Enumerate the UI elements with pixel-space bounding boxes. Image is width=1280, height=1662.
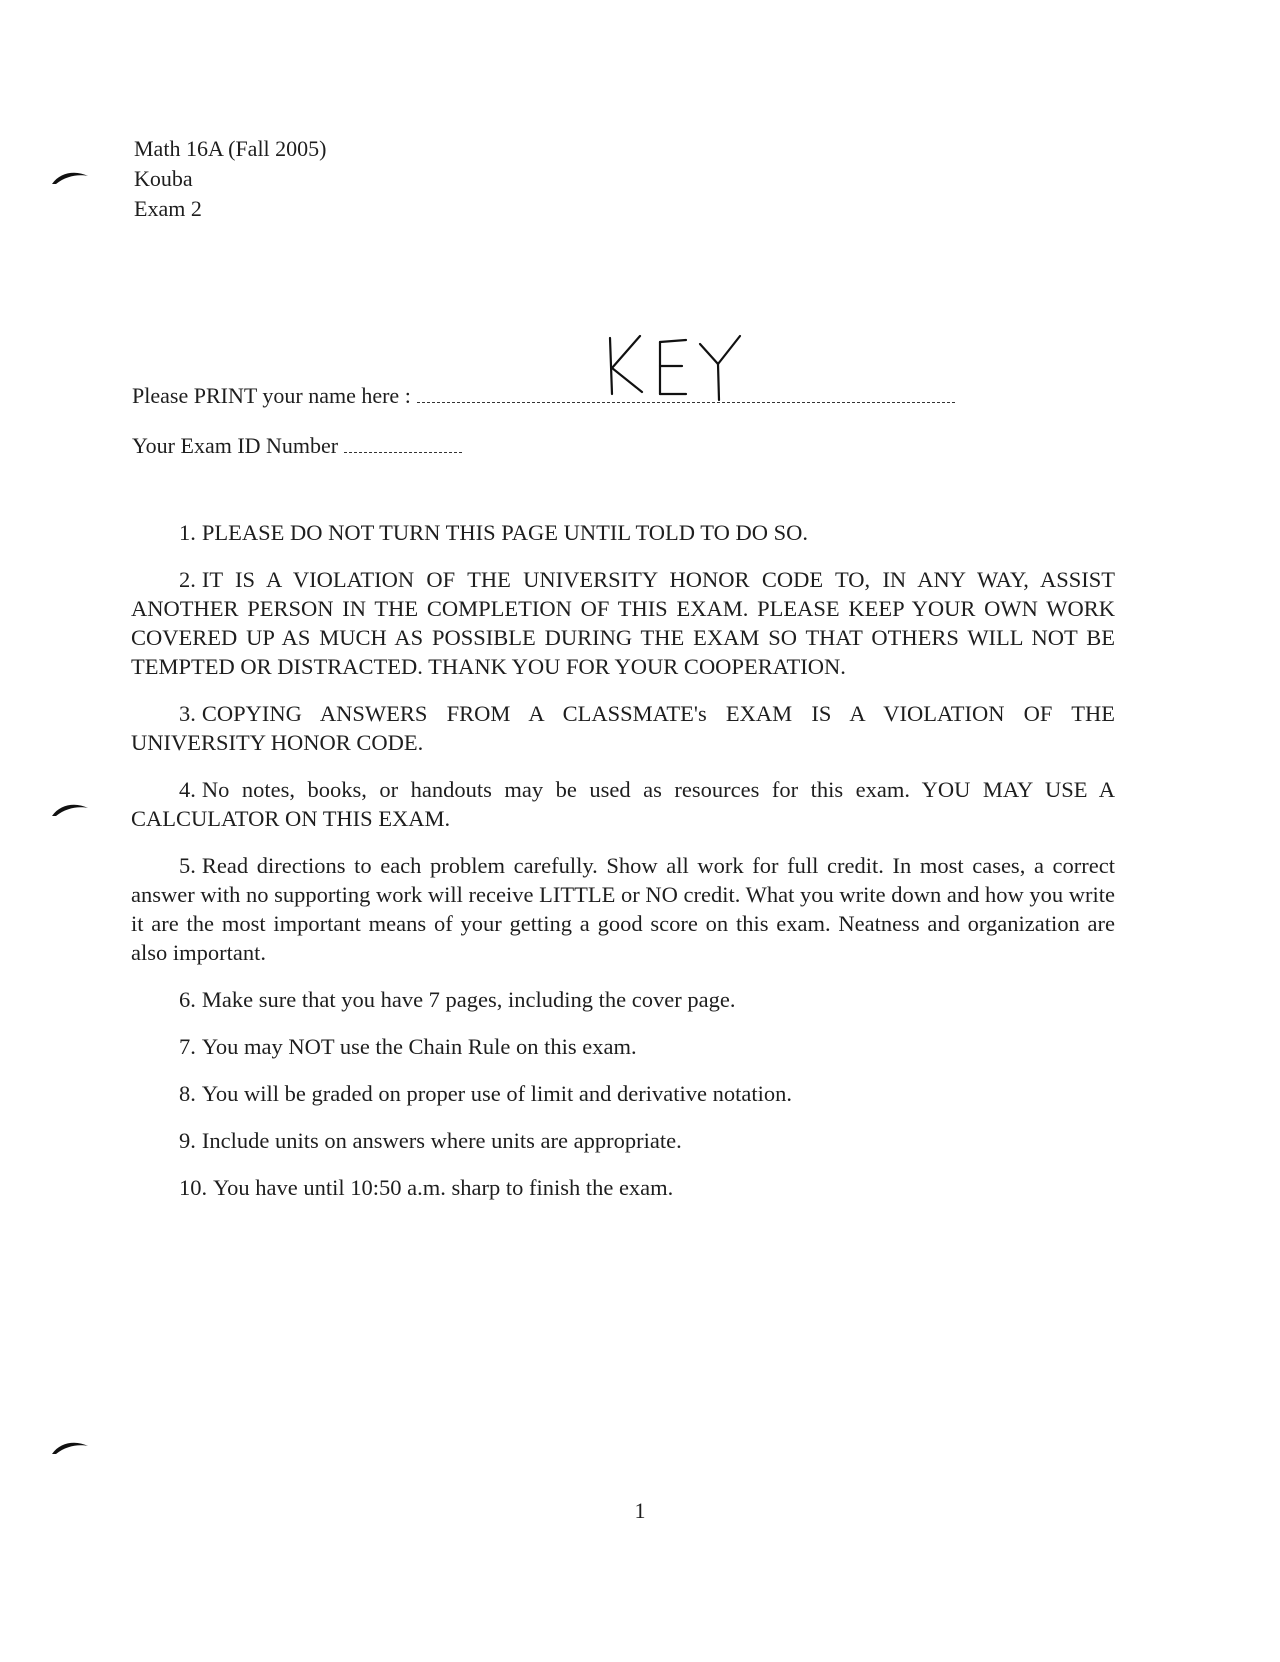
scan-mark-icon (50, 168, 90, 188)
exam-instructions (131, 518, 1115, 1220)
name-field-blank[interactable] (417, 388, 955, 403)
scan-mark-icon (50, 1438, 90, 1458)
instruction-item: 5. Read directions to each problem carefully. Show all work for full credit. In most cases, a correct answer with no supporting work will receive LITTLE or NO credit. What you write down and how you write it are the most important means of your getting a good score on this exam. Neatness and organization are also important. (131, 853, 1115, 965)
instruction-item: 4. No notes, books, or handouts may be used as resources for this exam. YOU MAY USE A CALCULATOR ON THIS EXAM. (131, 777, 1115, 831)
name-field-label: Please PRINT your name here : (132, 383, 411, 408)
course-header (134, 134, 327, 224)
exam-id-label: Your Exam ID Number (132, 433, 339, 458)
name-field[interactable] (132, 383, 955, 409)
exam-id-blank[interactable] (344, 438, 462, 453)
instruction-item: 1. PLEASE DO NOT TURN THIS PAGE UNTIL TOLD TO DO SO. (179, 520, 808, 545)
course-title: Math 16A (Fall 2005) (134, 136, 327, 161)
exam-id-field[interactable] (132, 433, 462, 459)
instruction-item: 10. You have until 10:50 a.m. sharp to finish the exam. (179, 1175, 674, 1200)
scan-mark-icon (50, 800, 90, 820)
instructor-name: Kouba (134, 166, 193, 191)
exam-title: Exam 2 (134, 196, 202, 221)
instruction-item: 6. Make sure that you have 7 pages, including the cover page. (179, 987, 736, 1012)
instruction-item: 2. IT IS A VIOLATION OF THE UNIVERSITY HONOR CODE TO, IN ANY WAY, ASSIST ANOTHER PERSON IN THE COMPLETION OF THIS EXAM. PLEASE KEEP YOUR OWN WORK COVERED UP AS MUCH AS POSSIBLE DURING THE EXAM SO THAT OTHERS WILL NOT BE TEMPTED OR DISTRACTED. THANK YOU FOR YOUR COOPERATION. (131, 567, 1115, 679)
instruction-item: 3. COPYING ANSWERS FROM A CLASSMATE's EXAM IS A VIOLATION OF THE UNIVERSITY HONOR CODE. (131, 701, 1115, 755)
instruction-item: 9. Include units on answers where units are appropriate. (179, 1128, 682, 1153)
page-number: 1 (634, 1498, 646, 1523)
instruction-item: 8. You will be graded on proper use of limit and derivative notation. (179, 1081, 792, 1106)
instruction-item: 7. You may NOT use the Chain Rule on this exam. (179, 1034, 637, 1059)
